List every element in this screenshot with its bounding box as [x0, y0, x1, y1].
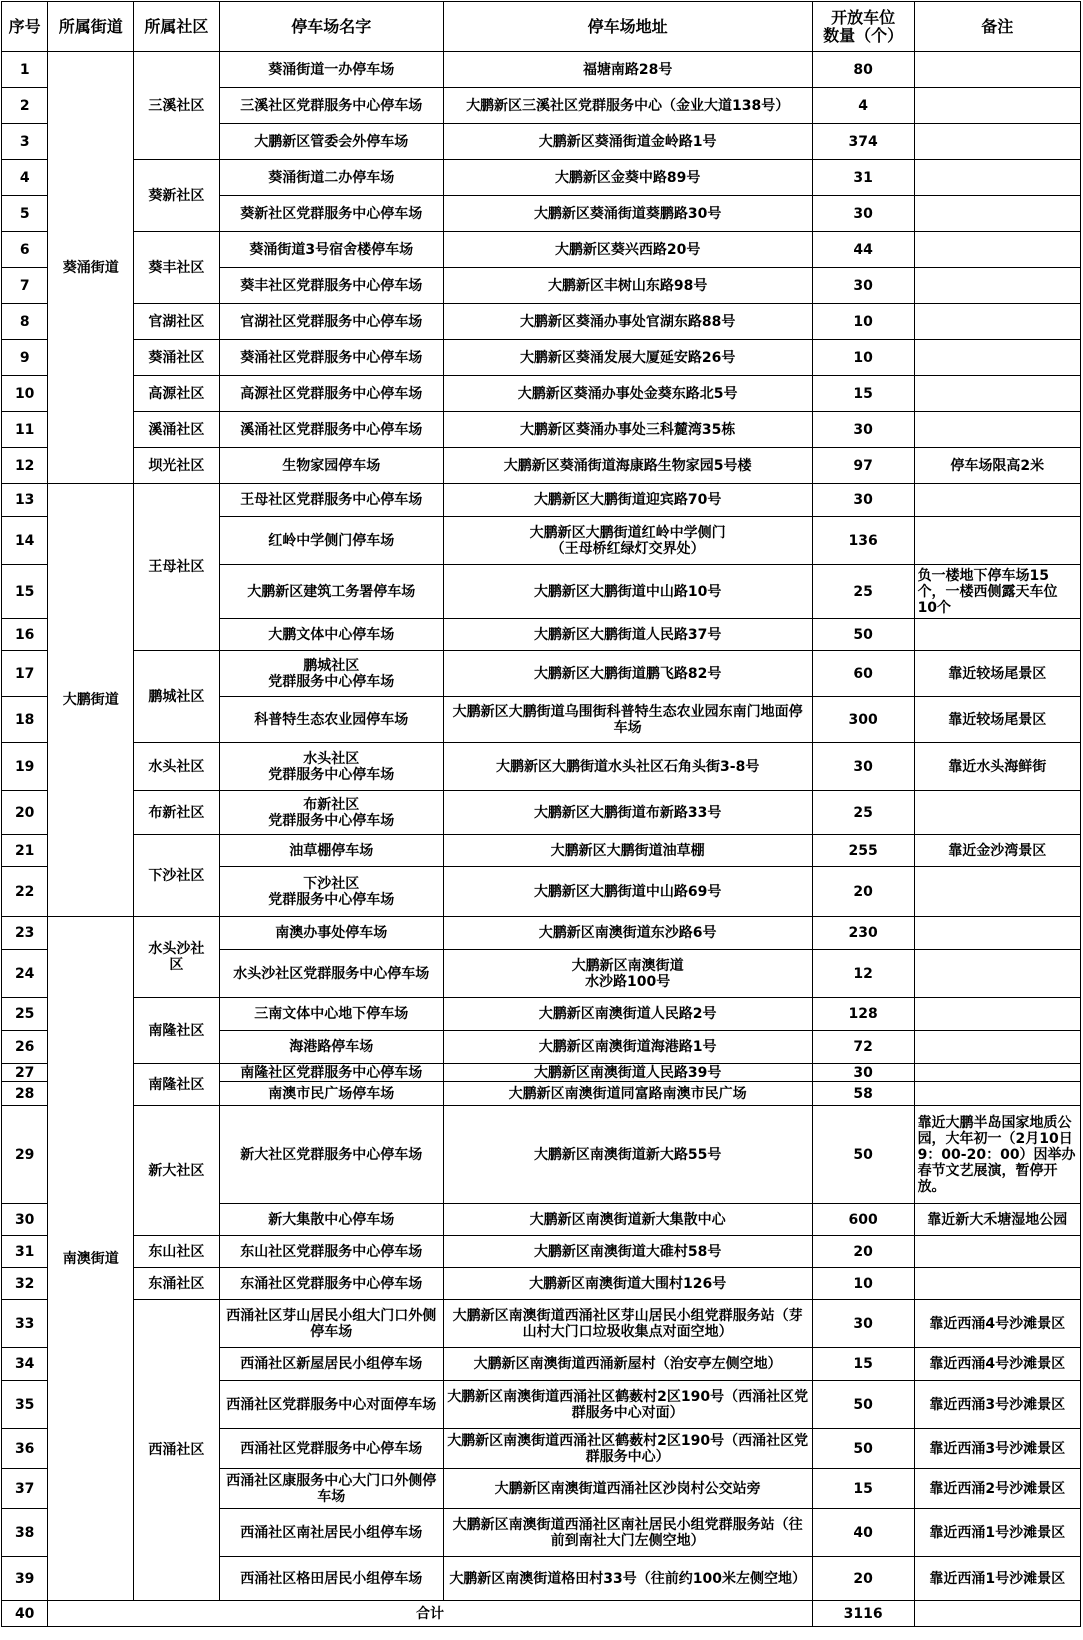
parking-note: 靠近金沙湾景区 [914, 835, 1080, 867]
parking-note: 停车场限高2米 [914, 448, 1080, 484]
parking-note: 靠近西涌4号沙滩景区 [914, 1300, 1080, 1348]
community-cell: 高源社区 [134, 376, 220, 412]
row-no: 25 [2, 998, 48, 1031]
community-cell: 葵涌社区 [134, 340, 220, 376]
parking-address: 大鹏新区丰树山东路98号 [443, 268, 812, 304]
parking-address: 大鹏新区南澳街道人民路2号 [443, 998, 812, 1031]
community-cell: 坝光社区 [134, 448, 220, 484]
parking-count: 20 [812, 1557, 914, 1601]
community-cell: 王母社区 [134, 484, 220, 651]
header-no: 序号 [2, 2, 48, 52]
parking-note [914, 268, 1080, 304]
row-no: 2 [2, 88, 48, 124]
parking-name: 油草棚停车场 [219, 835, 443, 867]
parking-count: 50 [812, 619, 914, 651]
parking-note [914, 88, 1080, 124]
parking-note: 靠近西涌1号沙滩景区 [914, 1509, 1080, 1557]
table-row [2, 1300, 1081, 1348]
parking-address: 大鹏新区南澳街道海港路1号 [443, 1031, 812, 1064]
parking-name: 鹏城社区 党群服务中心停车场 [219, 651, 443, 697]
parking-note [914, 950, 1080, 998]
parking-count: 50 [812, 1381, 914, 1429]
parking-name: 下沙社区 党群服务中心停车场 [219, 867, 443, 917]
parking-name: 葵涌社区党群服务中心停车场 [219, 340, 443, 376]
parking-address: 大鹏新区大鹏街道水头社区石角头街3-8号 [443, 743, 812, 791]
row-no: 23 [2, 917, 48, 950]
community-cell: 三溪社区 [134, 52, 220, 160]
row-no: 34 [2, 1348, 48, 1381]
parking-count: 30 [812, 268, 914, 304]
row-no: 5 [2, 196, 48, 232]
community-cell: 葵丰社区 [134, 232, 220, 304]
parking-name: 大鹏新区建筑工务署停车场 [219, 565, 443, 619]
parking-count: 20 [812, 867, 914, 917]
parking-count: 30 [812, 196, 914, 232]
parking-note: 靠近水头海鲜街 [914, 743, 1080, 791]
parking-address: 大鹏新区南澳街道西涌新屋村（治安亭左侧空地） [443, 1348, 812, 1381]
parking-address: 大鹏新区葵兴西路20号 [443, 232, 812, 268]
header-name: 停车场名字 [219, 2, 443, 52]
row-no: 12 [2, 448, 48, 484]
parking-name: 西涌社区新屋居民小组停车场 [219, 1348, 443, 1381]
row-no: 16 [2, 619, 48, 651]
row-no: 19 [2, 743, 48, 791]
header-community: 所属社区 [134, 2, 220, 52]
table-row [2, 448, 1081, 484]
parking-note [914, 124, 1080, 160]
parking-note [914, 517, 1080, 565]
community-cell: 溪涌社区 [134, 412, 220, 448]
parking-address: 大鹏新区南澳街道西涌社区鹤薮村2区190号（西涌社区党群服务中心对面） [443, 1381, 812, 1429]
parking-note [914, 232, 1080, 268]
community-cell: 鹏城社区 [134, 651, 220, 743]
community-cell: 葵新社区 [134, 160, 220, 232]
parking-address: 大鹏新区葵涌街道金岭路1号 [443, 124, 812, 160]
parking-name: 生物家园停车场 [219, 448, 443, 484]
row-no: 30 [2, 1204, 48, 1236]
total-note [914, 1601, 1080, 1627]
community-cell: 南隆社区 [134, 998, 220, 1064]
header-row [2, 2, 1081, 52]
parking-address: 大鹏新区大鹏街道红岭中学侧门 （王母桥红绿灯交界处） [443, 517, 812, 565]
parking-note: 靠近西涌3号沙滩景区 [914, 1429, 1080, 1469]
table-row [2, 1268, 1081, 1300]
row-no: 26 [2, 1031, 48, 1064]
parking-note [914, 1268, 1080, 1300]
row-no: 15 [2, 565, 48, 619]
parking-address: 大鹏新区金葵中路89号 [443, 160, 812, 196]
parking-name: 西涌社区党群服务中心对面停车场 [219, 1381, 443, 1429]
parking-address: 大鹏新区大鹏街道中山路10号 [443, 565, 812, 619]
parking-count: 15 [812, 1469, 914, 1509]
community-cell: 下沙社区 [134, 835, 220, 917]
parking-note [914, 160, 1080, 196]
row-no: 33 [2, 1300, 48, 1348]
table-row [2, 52, 1081, 88]
row-no: 3 [2, 124, 48, 160]
parking-address: 大鹏新区南澳街道 水沙路100号 [443, 950, 812, 998]
row-no: 14 [2, 517, 48, 565]
parking-address: 大鹏新区葵涌街道葵鹏路30号 [443, 196, 812, 232]
parking-address: 大鹏新区南澳街道同富路南澳市民广场 [443, 1082, 812, 1106]
row-no: 11 [2, 412, 48, 448]
parking-name: 东涌社区党群服务中心停车场 [219, 1268, 443, 1300]
parking-name: 葵新社区党群服务中心停车场 [219, 196, 443, 232]
parking-count: 128 [812, 998, 914, 1031]
parking-count: 72 [812, 1031, 914, 1064]
parking-count: 25 [812, 565, 914, 619]
row-no: 38 [2, 1509, 48, 1557]
parking-count: 97 [812, 448, 914, 484]
parking-address: 福塘南路28号 [443, 52, 812, 88]
parking-note: 靠近西涌3号沙滩景区 [914, 1381, 1080, 1429]
parking-count: 230 [812, 917, 914, 950]
row-no: 7 [2, 268, 48, 304]
parking-address: 大鹏新区三溪社区党群服务中心（金业大道138号） [443, 88, 812, 124]
parking-note: 靠近西涌1号沙滩景区 [914, 1557, 1080, 1601]
parking-note [914, 484, 1080, 517]
row-no: 28 [2, 1082, 48, 1106]
parking-name: 西涌社区康服务中心大门口外侧停车场 [219, 1469, 443, 1509]
street-cell: 葵涌街道 [48, 52, 134, 484]
parking-count: 20 [812, 1236, 914, 1268]
parking-name: 溪涌社区党群服务中心停车场 [219, 412, 443, 448]
parking-note [914, 619, 1080, 651]
parking-address: 大鹏新区南澳街道新大集散中心 [443, 1204, 812, 1236]
parking-count: 10 [812, 1268, 914, 1300]
parking-address: 大鹏新区大鹏街道迎宾路70号 [443, 484, 812, 517]
row-no: 8 [2, 304, 48, 340]
parking-address: 大鹏新区大鹏街道布新路33号 [443, 791, 812, 835]
parking-address: 大鹏新区大鹏街道中山路69号 [443, 867, 812, 917]
row-no: 9 [2, 340, 48, 376]
row-no: 29 [2, 1106, 48, 1204]
parking-address: 大鹏新区葵涌办事处金葵东路北5号 [443, 376, 812, 412]
parking-name: 海港路停车场 [219, 1031, 443, 1064]
table-row [2, 304, 1081, 340]
parking-note: 靠近大鹏半岛国家地质公园，大年初一（2月10日9：00-20：00）因举办春节文艺展演，暂停开放。 [914, 1106, 1080, 1204]
parking-count: 15 [812, 1348, 914, 1381]
community-cell: 官湖社区 [134, 304, 220, 340]
parking-count: 374 [812, 124, 914, 160]
row-no: 18 [2, 697, 48, 743]
parking-count: 50 [812, 1106, 914, 1204]
community-cell: 水头沙社 区 [134, 917, 220, 998]
parking-name: 新大社区党群服务中心停车场 [219, 1106, 443, 1204]
parking-count: 600 [812, 1204, 914, 1236]
parking-address: 大鹏新区大鹏街道乌围街科普特生态农业园东南门地面停车场 [443, 697, 812, 743]
parking-name: 三南文体中心地下停车场 [219, 998, 443, 1031]
parking-address: 大鹏新区大鹏街道鹏飞路82号 [443, 651, 812, 697]
parking-count: 15 [812, 376, 914, 412]
row-no: 17 [2, 651, 48, 697]
parking-address: 大鹏新区南澳街道新大路55号 [443, 1106, 812, 1204]
community-cell: 水头社区 [134, 743, 220, 791]
parking-count: 10 [812, 340, 914, 376]
community-cell: 南隆社区 [134, 1064, 220, 1106]
parking-address: 大鹏新区南澳街道西涌社区沙岗村公交站旁 [443, 1469, 812, 1509]
row-no: 31 [2, 1236, 48, 1268]
parking-note [914, 1236, 1080, 1268]
parking-count: 60 [812, 651, 914, 697]
community-cell: 东涌社区 [134, 1268, 220, 1300]
parking-count: 31 [812, 160, 914, 196]
row-no: 6 [2, 232, 48, 268]
community-cell: 东山社区 [134, 1236, 220, 1268]
table-row [2, 998, 1081, 1031]
header-count: 开放车位 数量（个） [812, 2, 914, 52]
table-row [2, 743, 1081, 791]
parking-name: 西涌社区格田居民小组停车场 [219, 1557, 443, 1601]
parking-count: 40 [812, 1509, 914, 1557]
parking-count: 44 [812, 232, 914, 268]
table-row [2, 791, 1081, 835]
parking-name: 水头社区 党群服务中心停车场 [219, 743, 443, 791]
parking-address: 大鹏新区南澳街道西涌社区鹤薮村2区190号（西涌社区党群服务中心） [443, 1429, 812, 1469]
row-no: 13 [2, 484, 48, 517]
parking-table [1, 1, 1081, 1627]
total-no: 40 [2, 1601, 48, 1627]
row-no: 39 [2, 1557, 48, 1601]
table-row [2, 376, 1081, 412]
parking-address: 大鹏新区南澳街道西涌社区南社居民小组党群服务站（往前到南社大门左侧空地） [443, 1509, 812, 1557]
parking-name: 科普特生态农业园停车场 [219, 697, 443, 743]
parking-name: 葵丰社区党群服务中心停车场 [219, 268, 443, 304]
parking-note [914, 340, 1080, 376]
parking-count: 30 [812, 412, 914, 448]
parking-name: 大鹏文体中心停车场 [219, 619, 443, 651]
table-row [2, 835, 1081, 867]
table-row [2, 651, 1081, 697]
parking-name: 葵涌街道3号宿舍楼停车场 [219, 232, 443, 268]
parking-note [914, 1082, 1080, 1106]
row-no: 35 [2, 1381, 48, 1429]
parking-note [914, 867, 1080, 917]
table-row [2, 1106, 1081, 1204]
community-cell: 新大社区 [134, 1106, 220, 1236]
parking-name: 大鹏新区管委会外停车场 [219, 124, 443, 160]
parking-count: 300 [812, 697, 914, 743]
parking-name: 南隆社区党群服务中心停车场 [219, 1064, 443, 1082]
parking-address: 大鹏新区大鹏街道人民路37号 [443, 619, 812, 651]
parking-note: 靠近新大禾塘湿地公园 [914, 1204, 1080, 1236]
parking-name: 官湖社区党群服务中心停车场 [219, 304, 443, 340]
table-row [2, 1064, 1081, 1082]
table-row [2, 160, 1081, 196]
table-row [2, 340, 1081, 376]
parking-note [914, 412, 1080, 448]
parking-name: 三溪社区党群服务中心停车场 [219, 88, 443, 124]
total-row [2, 1601, 1081, 1627]
parking-name: 布新社区 党群服务中心停车场 [219, 791, 443, 835]
row-no: 32 [2, 1268, 48, 1300]
parking-name: 西涌社区党群服务中心停车场 [219, 1429, 443, 1469]
row-no: 37 [2, 1469, 48, 1509]
row-no: 21 [2, 835, 48, 867]
row-no: 36 [2, 1429, 48, 1469]
parking-name: 葵涌街道二办停车场 [219, 160, 443, 196]
parking-note [914, 304, 1080, 340]
total-count: 3116 [812, 1601, 914, 1627]
parking-address: 大鹏新区南澳街道人民路39号 [443, 1064, 812, 1082]
community-cell: 布新社区 [134, 791, 220, 835]
parking-address: 大鹏新区南澳街道东沙路6号 [443, 917, 812, 950]
header-address: 停车场地址 [443, 2, 812, 52]
street-cell: 大鹏街道 [48, 484, 134, 917]
parking-note [914, 998, 1080, 1031]
parking-name: 西涌社区南社居民小组停车场 [219, 1509, 443, 1557]
table-row [2, 412, 1081, 448]
parking-address: 大鹏新区南澳街道大围村126号 [443, 1268, 812, 1300]
parking-count: 80 [812, 52, 914, 88]
parking-note: 靠近较场尾景区 [914, 651, 1080, 697]
parking-name: 王母社区党群服务中心停车场 [219, 484, 443, 517]
parking-name: 高源社区党群服务中心停车场 [219, 376, 443, 412]
row-no: 1 [2, 52, 48, 88]
parking-count: 12 [812, 950, 914, 998]
parking-address: 大鹏新区葵涌办事处官湖东路88号 [443, 304, 812, 340]
parking-address: 大鹏新区南澳街道大碓村58号 [443, 1236, 812, 1268]
parking-note: 负一楼地下停车场15个，一楼西侧露天车位10个 [914, 565, 1080, 619]
parking-note [914, 917, 1080, 950]
parking-count: 255 [812, 835, 914, 867]
row-no: 10 [2, 376, 48, 412]
row-no: 22 [2, 867, 48, 917]
parking-note [914, 52, 1080, 88]
parking-count: 58 [812, 1082, 914, 1106]
parking-name: 红岭中学侧门停车场 [219, 517, 443, 565]
parking-address: 大鹏新区大鹏街道油草棚 [443, 835, 812, 867]
parking-note [914, 1064, 1080, 1082]
community-cell: 西涌社区 [134, 1300, 220, 1601]
parking-address: 大鹏新区南澳街道西涌社区芽山居民小组党群服务站（芽山村大门口垃圾收集点对面空地） [443, 1300, 812, 1348]
parking-name: 水头沙社区党群服务中心停车场 [219, 950, 443, 998]
parking-note [914, 196, 1080, 232]
parking-count: 50 [812, 1429, 914, 1469]
parking-count: 30 [812, 1300, 914, 1348]
row-no: 4 [2, 160, 48, 196]
table-row [2, 232, 1081, 268]
row-no: 27 [2, 1064, 48, 1082]
parking-count: 25 [812, 791, 914, 835]
header-note: 备注 [914, 2, 1080, 52]
parking-count: 30 [812, 743, 914, 791]
total-label: 合计 [48, 1601, 812, 1627]
parking-name: 新大集散中心停车场 [219, 1204, 443, 1236]
street-cell: 南澳街道 [48, 917, 134, 1601]
parking-name: 南澳市民广场停车场 [219, 1082, 443, 1106]
row-no: 20 [2, 791, 48, 835]
parking-note [914, 791, 1080, 835]
parking-name: 东山社区党群服务中心停车场 [219, 1236, 443, 1268]
parking-count: 30 [812, 1064, 914, 1082]
table-row [2, 484, 1081, 517]
parking-name: 南澳办事处停车场 [219, 917, 443, 950]
header-street: 所属街道 [48, 2, 134, 52]
parking-count: 10 [812, 304, 914, 340]
table-row [2, 917, 1081, 950]
parking-count: 136 [812, 517, 914, 565]
parking-address: 大鹏新区南澳街道格田村33号（往前约100米左侧空地） [443, 1557, 812, 1601]
parking-count: 30 [812, 484, 914, 517]
table-row [2, 1236, 1081, 1268]
parking-note [914, 1031, 1080, 1064]
parking-note [914, 376, 1080, 412]
parking-name: 西涌社区芽山居民小组大门口外侧停车场 [219, 1300, 443, 1348]
row-no: 24 [2, 950, 48, 998]
parking-address: 大鹏新区葵涌街道海康路生物家园5号楼 [443, 448, 812, 484]
parking-note: 靠近较场尾景区 [914, 697, 1080, 743]
parking-count: 4 [812, 88, 914, 124]
parking-name: 葵涌街道一办停车场 [219, 52, 443, 88]
parking-address: 大鹏新区葵涌发展大厦延安路26号 [443, 340, 812, 376]
parking-note: 靠近西涌2号沙滩景区 [914, 1469, 1080, 1509]
parking-note: 靠近西涌4号沙滩景区 [914, 1348, 1080, 1381]
parking-address: 大鹏新区葵涌办事处三科麓湾35栋 [443, 412, 812, 448]
